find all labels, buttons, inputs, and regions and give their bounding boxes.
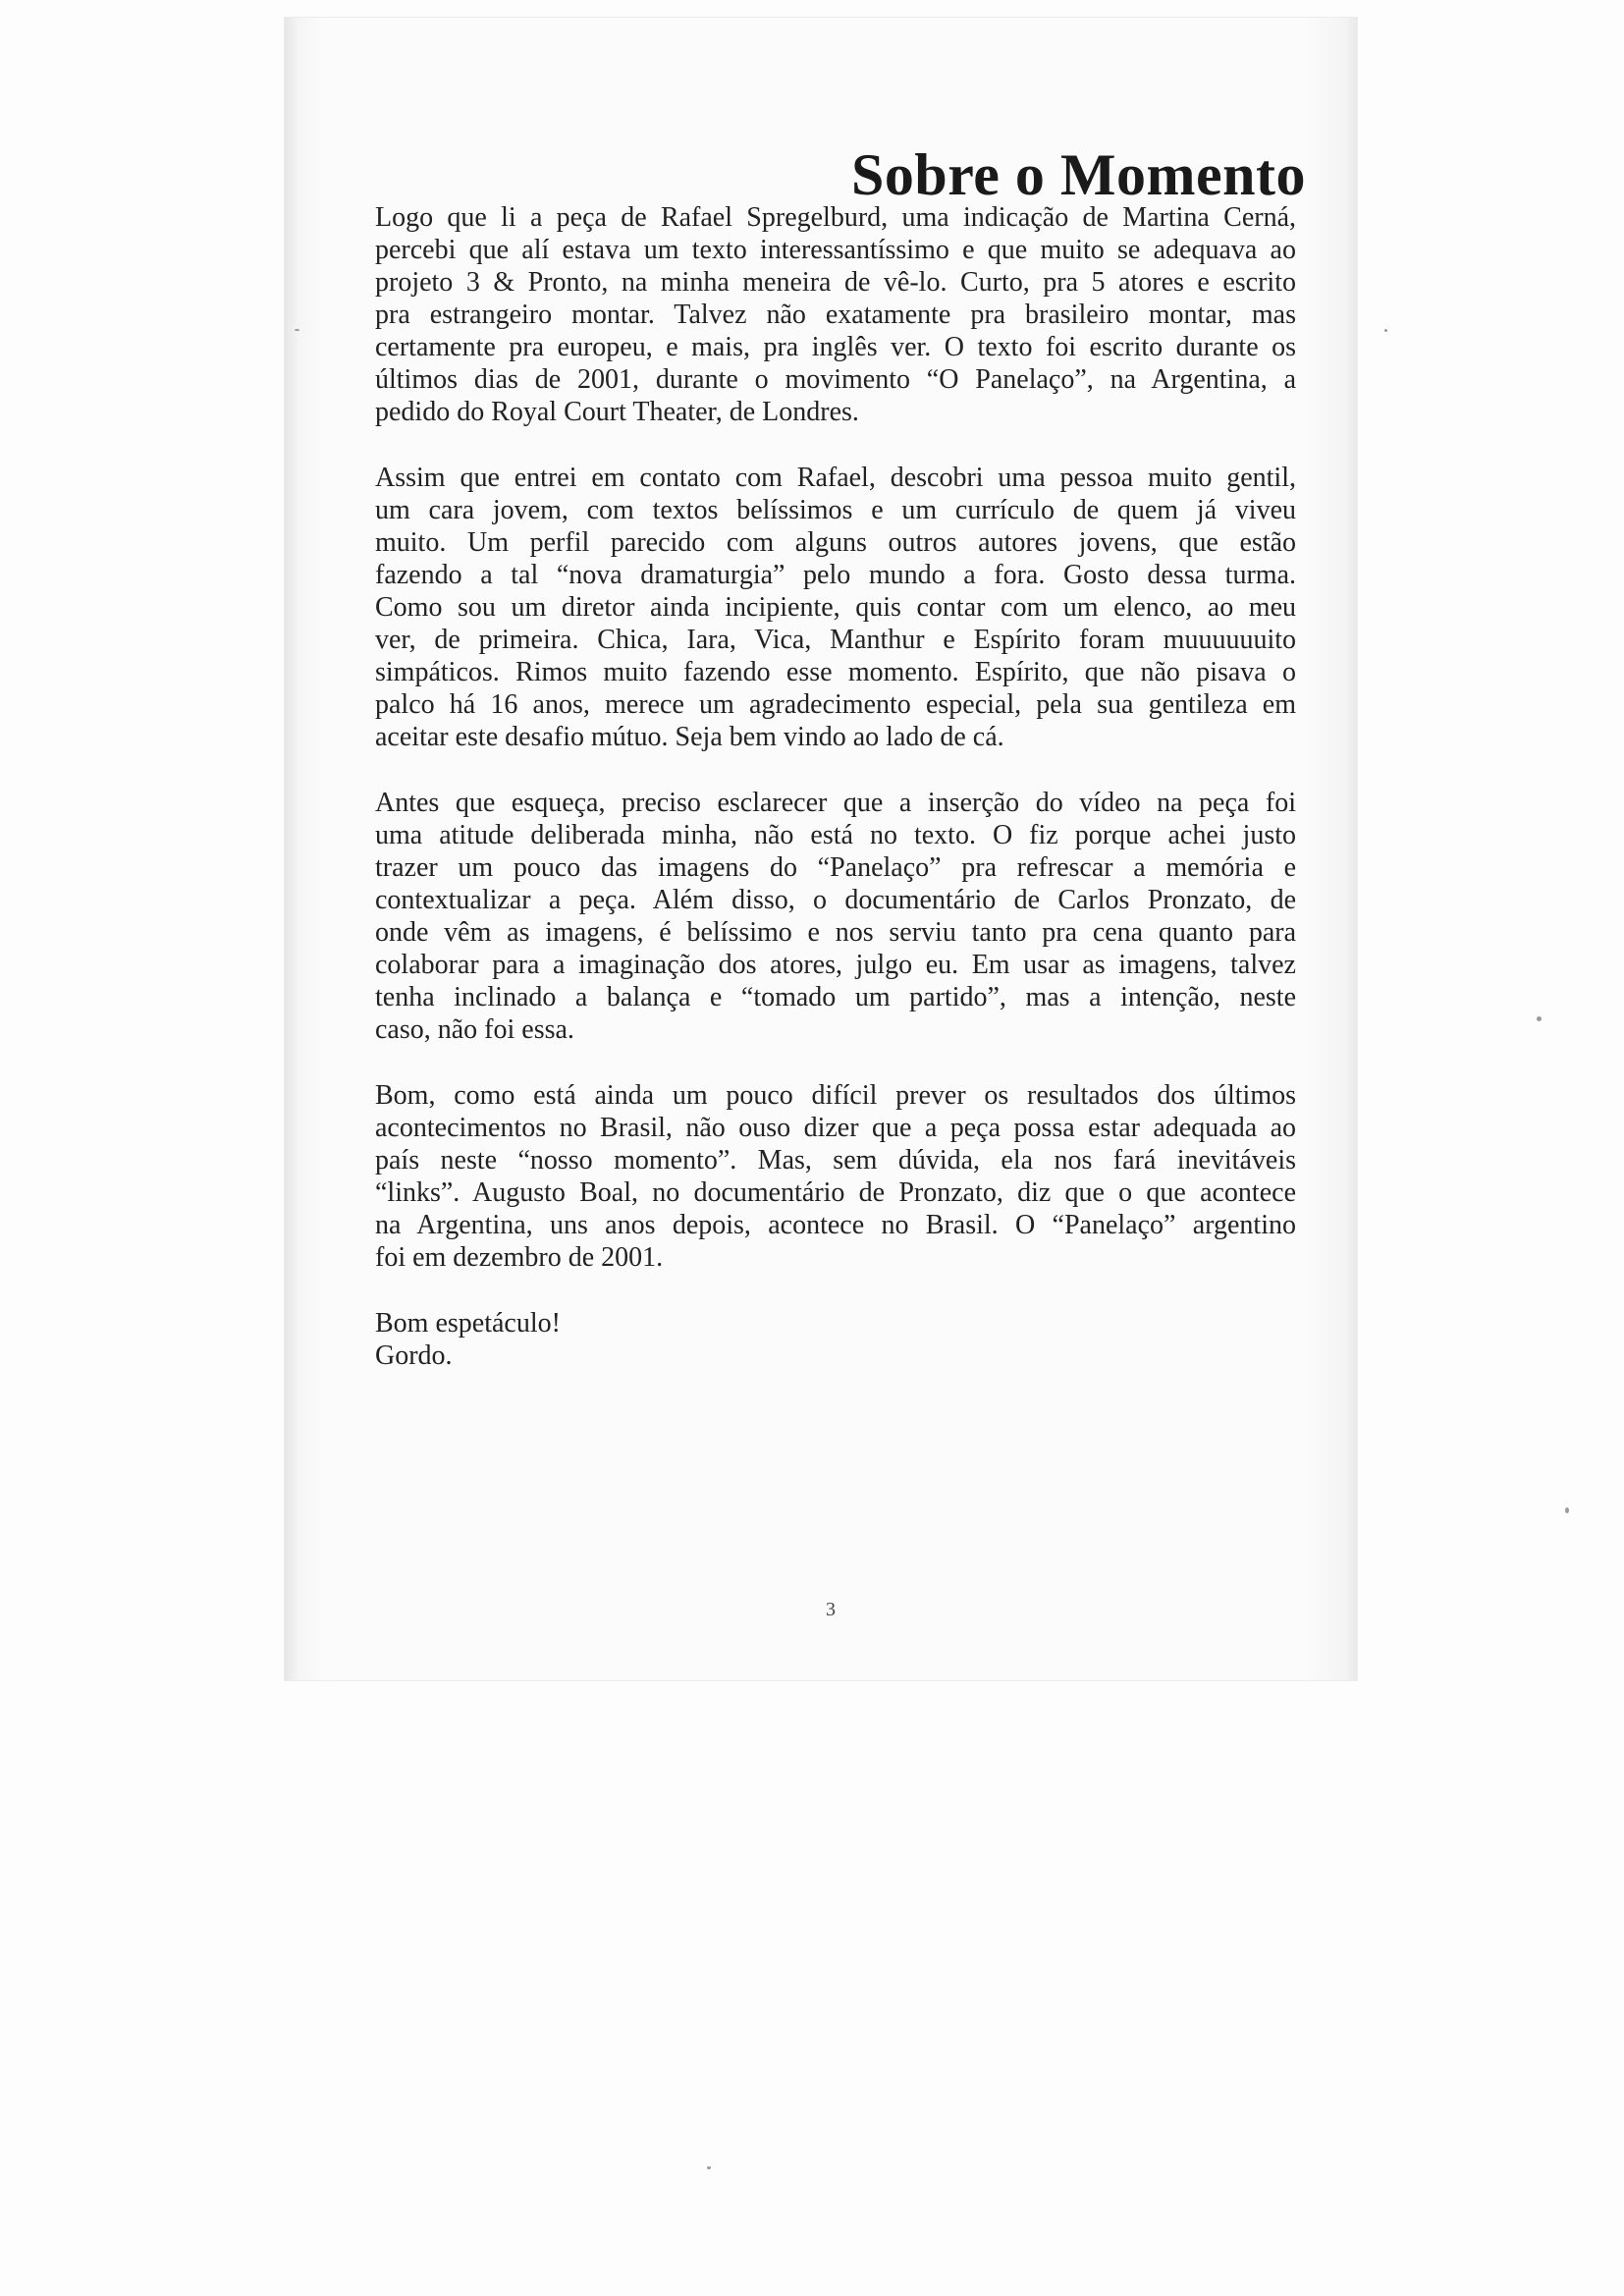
text-line: acontecimentos no Brasil, não ouso dizer que a peça possa estar adequada ao xyxy=(375,1113,1296,1143)
text-line: contextualizar a peça. Além disso, o documentário de Carlos Pronzato, de xyxy=(375,885,1296,915)
text-line: foi em dezembro de 2001. xyxy=(375,1242,664,1273)
text-line: certamente pra europeu, e mais, pra inglês ver. O texto foi escrito durante os xyxy=(375,332,1296,362)
text-line: fazendo a tal “nova dramaturgia” pelo mundo a fora. Gosto dessa turma. xyxy=(375,560,1296,590)
text-line: “links”. Augusto Boal, no documentário de Pronzato, diz que o que acontece xyxy=(375,1177,1296,1208)
text-line: trazer um pouco das imagens do “Panelaço” pra refrescar a memória e xyxy=(375,852,1296,883)
paragraph-1 xyxy=(375,201,1296,428)
text-line: um cara jovem, com textos belíssimos e um currículo de quem já viveu xyxy=(375,495,1296,525)
text-line: Assim que entrei em contato com Rafael, descobri uma pessoa muito gentil, xyxy=(375,463,1296,493)
scan-speck xyxy=(295,329,299,331)
text-line: onde vêm as imagens, é belíssimo e nos serviu tanto pra cena quanto para xyxy=(375,917,1296,948)
text-line: últimos dias de 2001, durante o movimento “O Panelaço”, na Argentina, a xyxy=(375,364,1296,395)
text-line: percebi que alí estava um texto interessantíssimo e que muito se adequava ao xyxy=(375,235,1296,265)
text-line: ver, de primeira. Chica, Iara, Vica, Manthur e Espírito foram muuuuuuito xyxy=(375,625,1296,655)
scan-speck xyxy=(1565,1507,1569,1513)
text-line: muito. Um perfil parecido com alguns outros autores jovens, que estão xyxy=(375,527,1296,558)
scan-speck xyxy=(707,2166,711,2169)
paragraph-4 xyxy=(375,1079,1296,1274)
text-line: pedido do Royal Court Theater, de Londres. xyxy=(375,397,859,427)
author-signature: Gordo. xyxy=(375,1340,453,1371)
text-line: país neste “nosso momento”. Mas, sem dúvida, ela nos fará inevitáveis xyxy=(375,1145,1296,1175)
text-line: Antes que esqueça, preciso esclarecer que a inserção do vídeo na peça foi xyxy=(375,788,1296,818)
closing-signature xyxy=(375,1307,1296,1372)
text-line: colaborar para a imaginação dos atores, julgo eu. Em usar as imagens, talvez xyxy=(375,950,1296,980)
text-line: pra estrangeiro montar. Talvez não exatamente pra brasileiro montar, mas xyxy=(375,300,1296,330)
text-line: simpáticos. Rimos muito fazendo esse momento. Espírito, que não pisava o xyxy=(375,657,1296,687)
text-line: Como sou um diretor ainda incipiente, quis contar com um elenco, ao meu xyxy=(375,592,1296,623)
text-line: na Argentina, uns anos depois, acontece no Brasil. O “Panelaço” argentino xyxy=(375,1210,1296,1240)
scan-speck xyxy=(1384,329,1387,332)
text-line: palco há 16 anos, merece um agradecimento especial, pela sua gentileza em xyxy=(375,689,1296,720)
text-line: Logo que li a peça de Rafael Spregelburd, uma indicação de Martina Cerná, xyxy=(375,202,1296,233)
paragraph-2 xyxy=(375,462,1296,753)
page-number: 3 xyxy=(826,1599,836,1620)
text-line: tenha inclinado a balança e “tomado um partido”, mas a intenção, neste xyxy=(375,982,1296,1012)
page-title: Sobre o Momento xyxy=(850,142,1306,208)
scan-speck xyxy=(1537,1016,1542,1021)
closing-greeting: Bom espetáculo! xyxy=(375,1308,561,1339)
text-line: Bom, como está ainda um pouco difícil prever os resultados dos últimos xyxy=(375,1080,1296,1111)
text-line: uma atitude deliberada minha, não está no texto. O fiz porque achei justo xyxy=(375,820,1296,850)
paragraph-3 xyxy=(375,787,1296,1046)
text-line: projeto 3 & Pronto, na minha meneira de vê-lo. Curto, pra 5 atores e escrito xyxy=(375,267,1296,298)
text-line: caso, não foi essa. xyxy=(375,1014,574,1045)
text-line: aceitar este desafio mútuo. Seja bem vindo ao lado de cá. xyxy=(375,722,1004,752)
article-body xyxy=(375,201,1296,1372)
